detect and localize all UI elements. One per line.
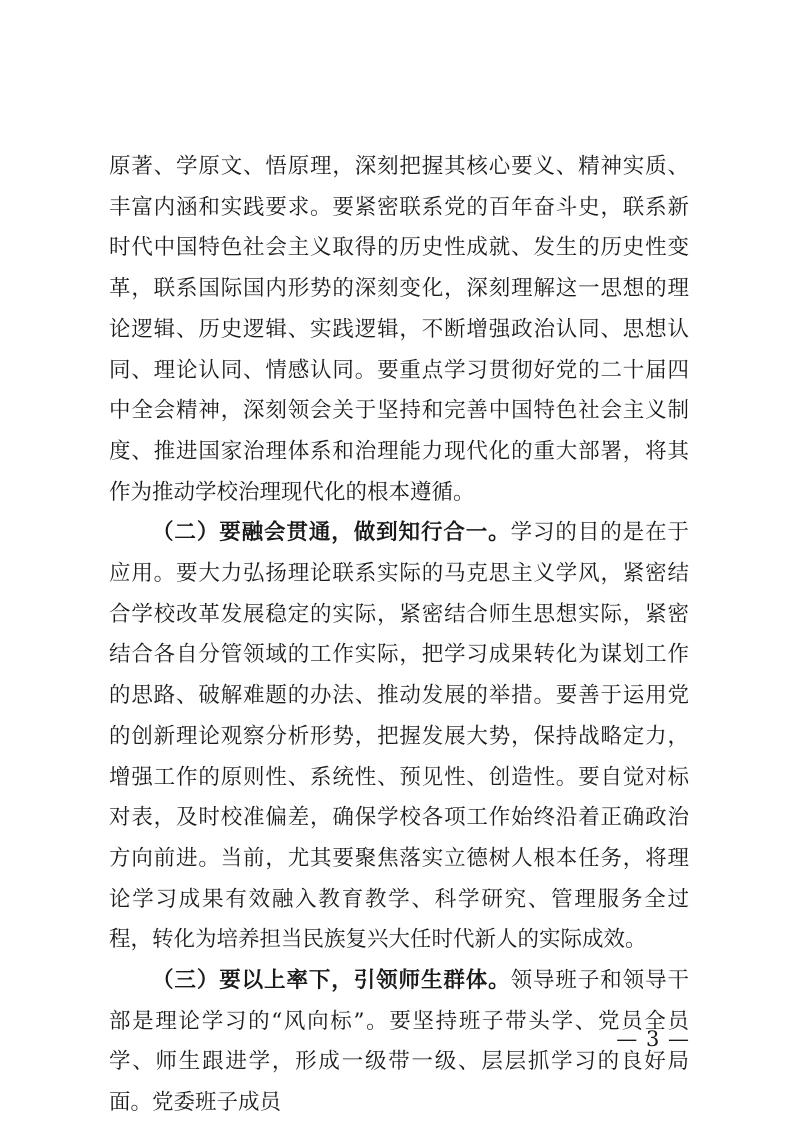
paragraph-text: 领导班子和领导干部是理论学习的“风向标”。要坚持班子带头学、党员全员学、师生跟进学，形成一级带一级、层层抓学习的良好局面。党委班子成员 (109, 968, 689, 1116)
section-heading-two: （二）要融会贯通，做到知行合一。 (152, 520, 511, 546)
paragraph-text: 学习的目的是在于应用。要大力弘扬理论联系实际的马克思主义学风，紧密结合学校改革发展稳定的实际，紧密结合师生思想实际，紧密结合各自分管领域的工作实际，把学习成果转化为谋划工作的思路、破解难题的办法、推动发展的举措。要善于运用党的创新理论观察分析形势，把握发展大势，保持战略定力，增强工作的原则性、系统性、预见性、创造性。要自觉对标对表，及时校准偏差，确保学校各项工作始终沿着正确政治方向前进。当前，尤其要聚焦落实立德树人根本任务，将理论学习成果有效融入教育教学、科学研究、管理服务全过程，转化为培养担当民族复兴大任时代新人的实际成效。 (109, 520, 689, 953)
paragraph-text: 原著、学原文、悟原理，深刻把握其核心要义、精神实质、丰富内涵和实践要求。要紧密联系党的百年奋斗史，联系新时代中国特色社会主义取得的历史性成就、发生的历史性变革，联系国际国内形势的深刻变化，深刻理解这一思想的理论逻辑、历史逻辑、实践逻辑，不断增强政治认同、思想认同、理论认同、情感认同。要重点学习贯彻好党的二十届四中全会精神，深刻领会关于坚持和完善中国特色社会主义制度、推进国家治理体系和治理能力现代化的重大部署，将其作为推动学校治理现代化的根本遵循。 (109, 154, 689, 505)
page-number: — 3 — (616, 1027, 690, 1051)
paragraph-continuation (109, 147, 689, 513)
paragraph-section-two (109, 513, 689, 961)
section-heading-three: （三）要以上率下，引领师生群体。 (152, 968, 511, 994)
body-text (109, 147, 689, 1124)
